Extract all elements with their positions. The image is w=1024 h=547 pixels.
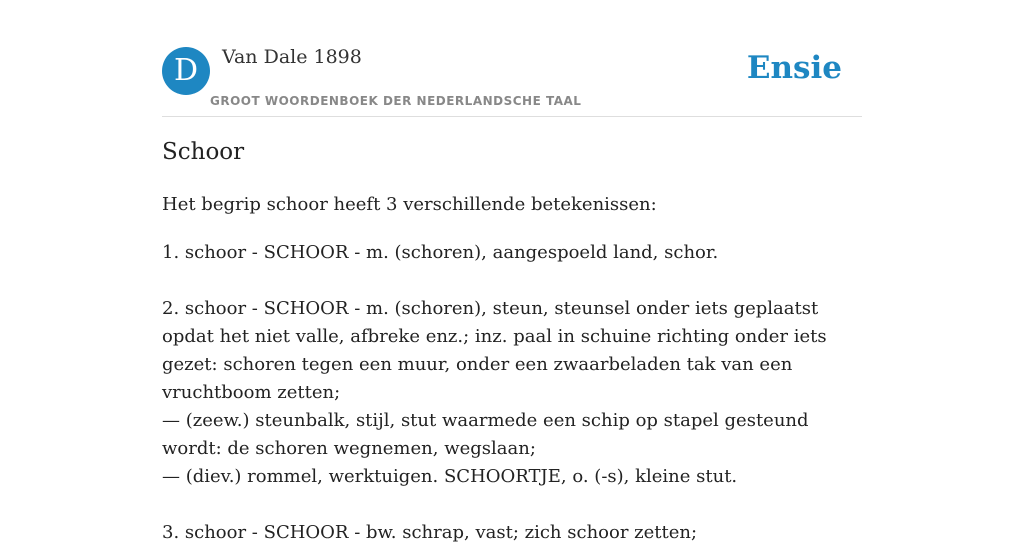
definition-1: 1. schoor - SCHOOR - m. (schoren), aangespoeld land, schor. xyxy=(162,242,719,263)
definition-3: 3. schoor - SCHOOR - bw. schrap, vast; zich schoor zetten; xyxy=(162,522,698,543)
spacer xyxy=(162,267,867,295)
page-title: Schoor xyxy=(162,139,245,165)
brand-logo-link[interactable]: Ensie xyxy=(746,50,842,86)
dictionary-logo[interactable]: D xyxy=(162,47,210,95)
definition-2: 2. schoor - SCHOOR - m. (schoren), steun, steunsel onder iets geplaatst opdat het niet valle, afbreke enz.; inz. paal in schuine richting onder iets gezet: schoren tegen een muur, onder een zwaarbeladen tak van een vruchtboom zetten; xyxy=(162,298,827,403)
definition-2-slang: — (diev.) rommel, werktuigen. SCHOORTJE, o. (-s), kleine stut. xyxy=(162,466,738,487)
definition-2-nautical: — (zeew.) steunbalk, stijl, stut waarmede een schip op stapel gesteund wordt: de schoren wegnemen, wegslaan; xyxy=(162,410,809,459)
dictionary-subtitle: GROOT WOORDENBOEK DER NEDERLANDSCHE TAAL xyxy=(210,94,582,108)
spacer xyxy=(162,491,867,519)
intro-text: Het begrip schoor heeft 3 verschillende betekenissen: xyxy=(162,194,657,215)
definitions-body xyxy=(162,239,867,547)
dictionary-title[interactable]: Van Dale 1898 xyxy=(222,46,362,68)
site-header xyxy=(162,40,862,117)
